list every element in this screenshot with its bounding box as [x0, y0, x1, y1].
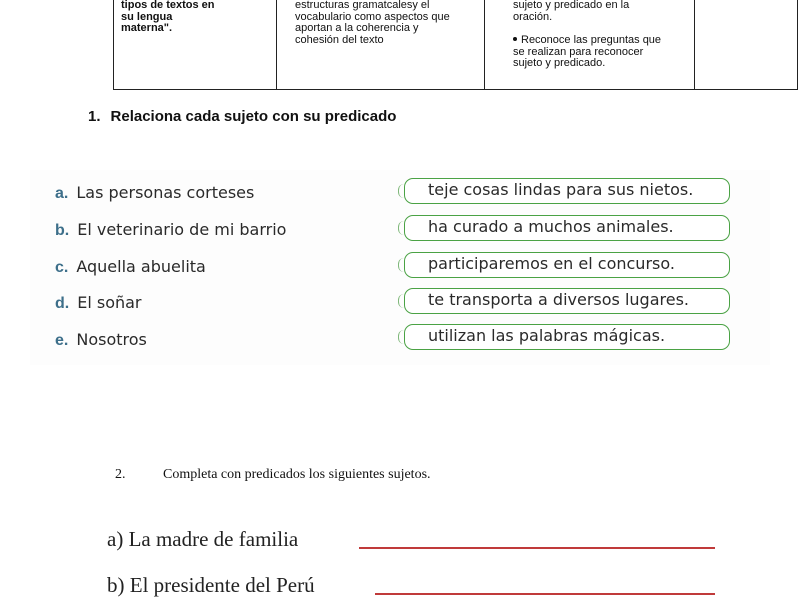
question-number: 1. [88, 108, 101, 125]
connector-mark [398, 184, 409, 198]
subject-letter: d. [55, 295, 70, 312]
indicator-bullet [513, 35, 694, 70]
table-cell-capacity [277, 0, 485, 89]
question-2-heading [115, 467, 431, 483]
subject-text: El veterinario de mi barrio [77, 220, 287, 239]
predicate-box[interactable] [404, 178, 730, 204]
subject-letter: e. [55, 332, 69, 349]
competency-table [113, 0, 798, 90]
predicate-box[interactable] [404, 324, 730, 350]
cell-text-line: vocabulario como aspectos que [295, 10, 450, 23]
predicate-text: teje cosas lindas para sus nietos. [428, 180, 694, 199]
cell-text-line: sujeto y predicado en la [513, 0, 630, 11]
subject-text: Nosotros [76, 330, 147, 349]
predicate-text: participaremos en el concurso. [428, 254, 675, 273]
cell-text-line: sujeto y predicado. [513, 57, 606, 69]
cell-text-line: materna". [121, 22, 173, 34]
fill-in-label: a) La madre de familia [107, 527, 299, 551]
connector-mark [398, 330, 409, 344]
connector-mark [398, 294, 409, 308]
subject-letter: b. [55, 222, 70, 239]
subject-item[interactable] [55, 330, 147, 350]
question-1-heading [88, 108, 396, 125]
question-title: Completa con predicados los siguientes sujetos. [163, 467, 431, 482]
predicate-text: te transporta a diversos lugares. [428, 290, 689, 309]
cell-text-line: se realizan para reconocer [513, 45, 644, 58]
answer-blank[interactable] [375, 593, 715, 595]
connector-mark [398, 221, 409, 235]
subject-item[interactable] [55, 183, 254, 203]
cell-text-line: oración. [513, 10, 553, 23]
question-title: Relaciona cada sujeto con su predicado [110, 108, 397, 125]
subject-text: Las personas corteses [76, 183, 255, 202]
predicate-box[interactable] [404, 288, 730, 314]
predicate-text: ha curado a muchos animales. [428, 217, 674, 236]
cell-text-line: estructuras gramatcalesy el [295, 0, 430, 11]
fill-in-label: b) El presidente del Perú [107, 573, 315, 597]
cell-text-line: tipos de textos en [121, 0, 215, 11]
subject-letter: a. [55, 185, 69, 202]
fill-in-item [107, 527, 298, 552]
subject-item[interactable] [55, 293, 142, 313]
subject-item[interactable] [55, 257, 206, 277]
cell-text-line: cohesión del texto [295, 33, 384, 46]
subject-item[interactable] [55, 220, 286, 240]
fill-in-item [107, 573, 315, 598]
table-cell-empty [695, 0, 799, 89]
table-cell-competency [114, 0, 277, 89]
connector-mark [398, 258, 409, 272]
predicate-box[interactable] [404, 215, 730, 241]
subject-text: El soñar [77, 293, 142, 312]
bullet-icon [513, 37, 517, 41]
subject-letter: c. [55, 259, 69, 276]
cell-text-line: su lengua [121, 10, 173, 23]
predicate-box[interactable] [404, 252, 730, 278]
answer-blank[interactable] [359, 547, 715, 549]
table-cell-indicators [485, 0, 695, 89]
cell-text-line: aportan a la coherencia y [295, 22, 419, 34]
cell-text-line: Reconoce las preguntas que [521, 34, 662, 46]
predicate-text: utilizan las palabras mágicas. [428, 326, 666, 345]
subject-text: Aquella abuelita [76, 257, 206, 276]
question-number: 2. [115, 467, 126, 482]
